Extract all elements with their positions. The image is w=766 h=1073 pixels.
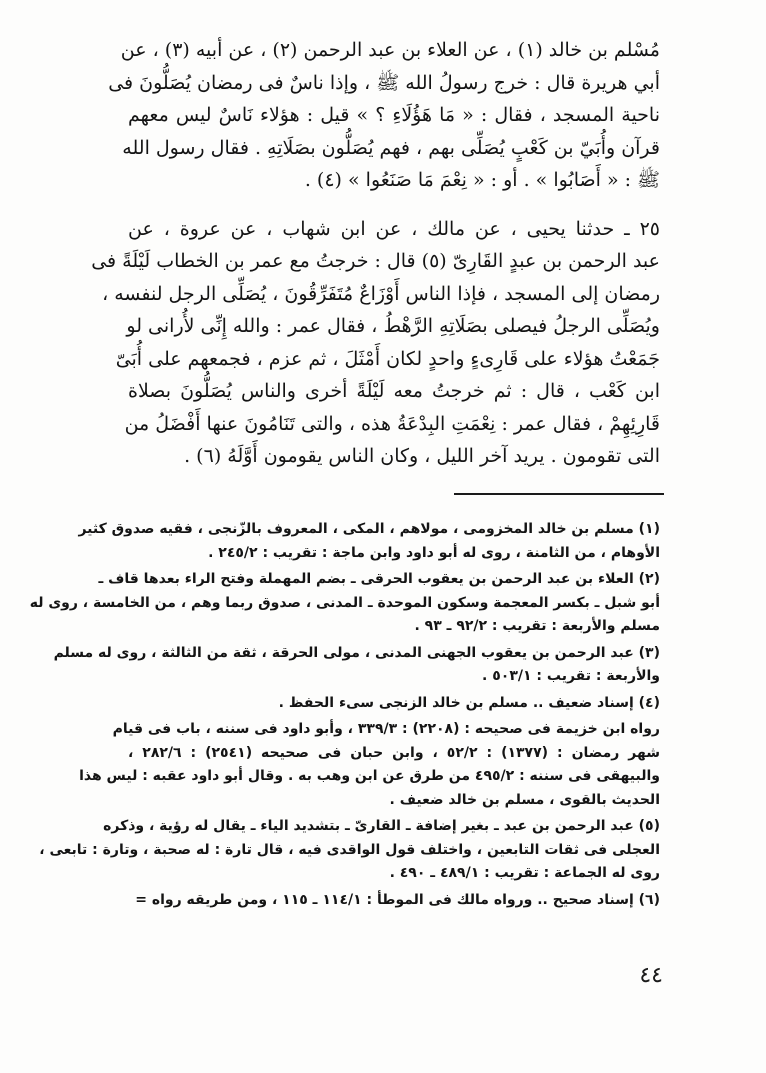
footnote-line: والبيهقى فى سننه : ٤٩٥/٢ من طرق عن ابن وهب به . وقال أبو داود عقبه : ليس هذا — [79, 768, 660, 784]
text-line: التى تقومون . يريد آخر الليل ، وكان الناس يقومون أَوَّلَهُ (٦) . — [184, 445, 660, 467]
text-line: عبد الرحمن بن عبدٍ القَارِىّ (٥) قال : خرجتُ مع عمر بن الخطاب لَيْلَةً فى — [91, 250, 660, 272]
text-line: قَارِئِهِمْ ، فقال عمر : نِعْمَتِ البِدْعَةُ هذه ، والتى تَنَامُونَ عنها أَفْضَلُ من — [124, 412, 660, 435]
footnote-line: شهر رمضان : (١٣٧٧) : ٥٢/٢ ، وابن حبان فى صحيحه (٢٥٤١) : ٢٨٢/٦ ، — [128, 744, 660, 761]
footnote-1 — [78, 518, 660, 565]
footnote-line: روى له الجماعة : تقريب : ٤٨٩/١ ـ ٤٩٠ . — [389, 865, 660, 881]
footnote-line: العجلى فى ثقات التابعين ، واختلف قول الواقدى فيه ، قال تارة : له صحبة ، وتارة : تابعى ، — [39, 841, 660, 858]
paragraph-2 — [91, 213, 660, 473]
text-line: قرآن وأُبَيّ بن كَعْبٍ يُصَلِّى بهم ، فهم يُصَلُّون بصَلَاتِهِ . فقال رسول الله — [122, 136, 660, 159]
footnote-line: (٦) إسناد صحيح .. ورواه مالك فى الموطأ : ١١٤/١ ـ ١١٥ ، ومن طريقه رواه = — [135, 891, 660, 908]
text-line: رمضان إلى المسجد ، فإذا الناس أَوْزَاعٌ مُتَفَرِّقُونَ ، يُصَلِّى الرجل لنفسه ، — [102, 282, 660, 305]
footnote-6 — [128, 889, 660, 913]
text-line: ويُصَلِّى الرجلُ فيصلى بصَلَاتِهِ الرَّهْطُ ، فقال عمر : والله إِنِّى لأُرانى لو — [126, 315, 660, 337]
footnote-line: رواه ابن خزيمة فى صحيحه : (٢٢٠٨) : ٣٣٩/٣ ، وأبو داود فى سننه ، باب فى قيام — [112, 721, 660, 737]
text-line: أبي هريرة قال : خرج رسولُ الله ﷺ ، وإذا ناسٌ فى رمضان يُصَلُّونَ فى — [108, 71, 660, 94]
paragraph-gap — [128, 197, 660, 213]
page-number: ٤٤ — [639, 963, 663, 988]
main-text — [91, 34, 660, 473]
footnote-2 — [29, 568, 660, 639]
text-line: جَمَعْتُ هؤلاء على قَارِىءٍ واحدٍ لكان أَمْثَلَ ، ثم عزم ، فجمعهم على أُبَىّ — [115, 347, 660, 370]
footnote-line: (١) مسلم بن خالد المخزومى ، مولاهم ، المكى ، المعروف بالزّنجى ، فقيه صدوق كثير — [78, 521, 660, 537]
footnote-separator — [454, 493, 664, 495]
footnote-line: (٢) العلاء بن عبد الرحمن بن يعقوب الحرقى ـ بضم المهملة وفتح الراء بعدها قاف ـ — [98, 571, 660, 587]
footnote-4 — [128, 692, 660, 716]
footnote-line: (٣) عبد الرحمن بن يعقوب الجهنى المدنى ، مولى الحرقة ، ثقة من الثالثة ، روى له مسلم — [53, 644, 660, 661]
footnotes — [29, 518, 660, 915]
footnote-4-continued — [79, 718, 660, 812]
footnote-line: (٤) إسناد ضعيف .. مسلم بن خالد الزنجى سىء الحفظ . — [278, 694, 660, 711]
footnote-5 — [39, 815, 660, 886]
text-line: مُسْلم بن خالد (١) ، عن العلاء بن عبد الرحمن (٢) ، عن أبيه (٣) ، عن — [120, 39, 660, 61]
text-line: ﷺ : « أَصَابُوا » . أو : « نِعْمَ مَا صَنَعُوا » (٤) . — [304, 169, 660, 191]
footnote-3 — [53, 642, 660, 689]
footnote-line: مسلم والأربعة : تقريب : ٩٢/٢ ـ ٩٣ . — [414, 618, 660, 634]
footnote-line: الأوهام ، من الثامنة ، روى له أبو داود وابن ماجة : تقريب : ٢٤٥/٢ . — [208, 544, 660, 561]
text-line: ٢٥ ـ حدثنا يحيى ، عن مالك ، عن ابن شهاب ، عن عروة ، عن — [128, 217, 660, 240]
footnote-line: أبو شبل ـ بكسر المعجمة وسكون الموحدة ـ المدنى ، صدوق ربما وهم ، من الخامسة ، روى له — [29, 594, 660, 611]
text-line: ابن كَعْب ، قال : ثم خرجتُ معه لَيْلَةً أخرى والناس يُصَلُّونَ بصلاة — [128, 380, 660, 402]
footnote-line: الحديث بالقوى ، مسلم بن خالد ضعيف . — [389, 791, 660, 808]
footnote-line: (٥) عبد الرحمن بن عبد ـ بغير إضافة ـ القارىّ ـ بتشديد الياء ـ يقال له رؤية ، وذكره — [103, 818, 660, 834]
footnote-line: والأربعة : تقريب : ٥٠٣/١ . — [482, 668, 660, 684]
text-line: ناحية المسجد ، فقال : « مَا هَؤُلَاءِ ؟ » قيل : هؤلاء نَاسٌ ليس معهم — [128, 104, 660, 126]
paragraph-1 — [108, 34, 660, 197]
